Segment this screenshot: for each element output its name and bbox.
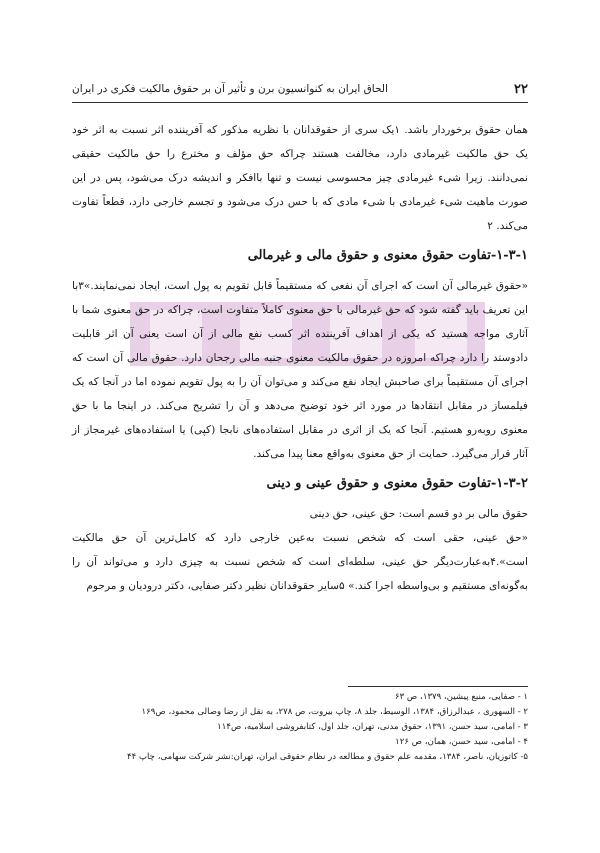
- paragraph-1: همان حقوق برخوردار باشد. ۱یک سری از حقوقدانان با نظریه مذکور که آفریننده اثر نسبت به اثر خود یک حق مالکیت غیرمادی دارد، مخالفت هستند چراکه حق مؤلف و مخترع را حق مالکیت حقیقی نمی‌دانند. زیرا شیء غیرمادی چیز محسوسی نیست و تنها باافکر و اندیشه درک می‌شود، پس در این صورت ماهیت شیء غیرمادی با شیء مادی که با حس درک می‌شود و تجسم خارجی دارد، قطعاً تفاوت می‌کند. ۲: [72, 124, 528, 232]
- paragraph-2: «حقوق غیرمالی آن است که اجرای آن نفعی که مستقیماً قابل تقویم به پول است، ایجاد نمی‌نمایند.»۳با این تعریف باید گفته شود که حق غیرمالی با حق معنوی کاملاً متفاوت است، چراکه در حق معنوی شما با آثاری مواجه هستید که یکی از اهداف آفریننده اثر کسب نفع مالی از آن است یعنی آن اثر قابلیت دادوستد را دارد چراکه امروزه در حقوق مالکیت معنوی جنبه مالی رجحان دارد. حقوق مالی آن است که اجرای آن مستقیماً برای صاحبش ایجاد نفع می‌کند و می‌توان آن را به پول تقویم نموده اما در آنجا که یک فیلمساز در مقابل انتقادها در مورد اثر خود توضیح می‌دهد و آن را تشریح می‌کند. در اینجا ما با حق معنوی روبه‌رو هستیم. آنجا که یک از اثری در مقابل استفاده‌های نابجا (کپی) یا استفاده‌های غیرمجاز از آثار قرار می‌گیرد. حمایت از حق معنوی به‌واقع معنا پیدا می‌کند.: [72, 280, 528, 460]
- footnote-divider: [348, 686, 528, 687]
- running-title: الحاق ایران به کنوانسیون برن و تأثیر آن بر حقوق مالکیت فکری در ایران: [72, 83, 388, 95]
- paragraph-4: «حق عینی، حقی است که شخص نسبت به‌عین خارجی دارد که کامل‌ترین آن حق مالکیت است».۴به‌عبارت‌دیگر حق عینی، سلطه‌ای است که شخص نسبت به چیزی دارد و می‌تواند آن را به‌گونه‌ای مستقیم و بی‌واسطه اجرا کند.» ۵سایر حقوقدانان نظیر دکتر صفایی، دکتر درودیان و مرحوم: [72, 532, 528, 592]
- footnote-item: ۲ - السهوری ، عبدالرزاق، ۱۳۸۴، الوسیط، جلد ۸، چاپ بیروت، ص ۲۷۸، به نقل از رضا وصالی محمود، ص۱۶۹: [141, 707, 528, 717]
- footnote-item: ۴ - امامی، سید حسن، همان، ص ۱۲۶: [395, 737, 528, 747]
- paragraph-3: حقوق مالی بر دو قسم است: حق عینی، حق دینی: [309, 508, 528, 520]
- section-heading-1-3-2: ۱-۳-۲-تفاوت حقوق معنوی و حقوق عینی و دینی: [266, 476, 528, 491]
- footnote-item: ۳ - امامی، سید حسن، ۱۳۹۱، حقوق مدنی، تهران، جلد اول، کتابفروشی اسلامیه، ص۱۱۴: [217, 722, 528, 732]
- footnotes: [72, 690, 528, 765]
- page-body: [72, 118, 528, 598]
- section-heading-1-3-1: ۱-۳-۱-تفاوت حقوق معنوی و حقوق مالی و غیرمالی: [247, 248, 528, 263]
- footnote-item: ۱ - صفایی، منبع پیشین، ۱۳۷۹، ص ۶۳: [394, 692, 528, 702]
- page-number: ۲۲: [514, 81, 528, 97]
- footnote-item: ۵- کاتوزیان، ناصر، ۱۳۸۴، مقدمه علم حقوق و مطالعه در نظام حقوقی ایران، تهران:نشر شرکت سهامی، چاپ ۴۴: [126, 752, 528, 762]
- running-header: [72, 76, 528, 103]
